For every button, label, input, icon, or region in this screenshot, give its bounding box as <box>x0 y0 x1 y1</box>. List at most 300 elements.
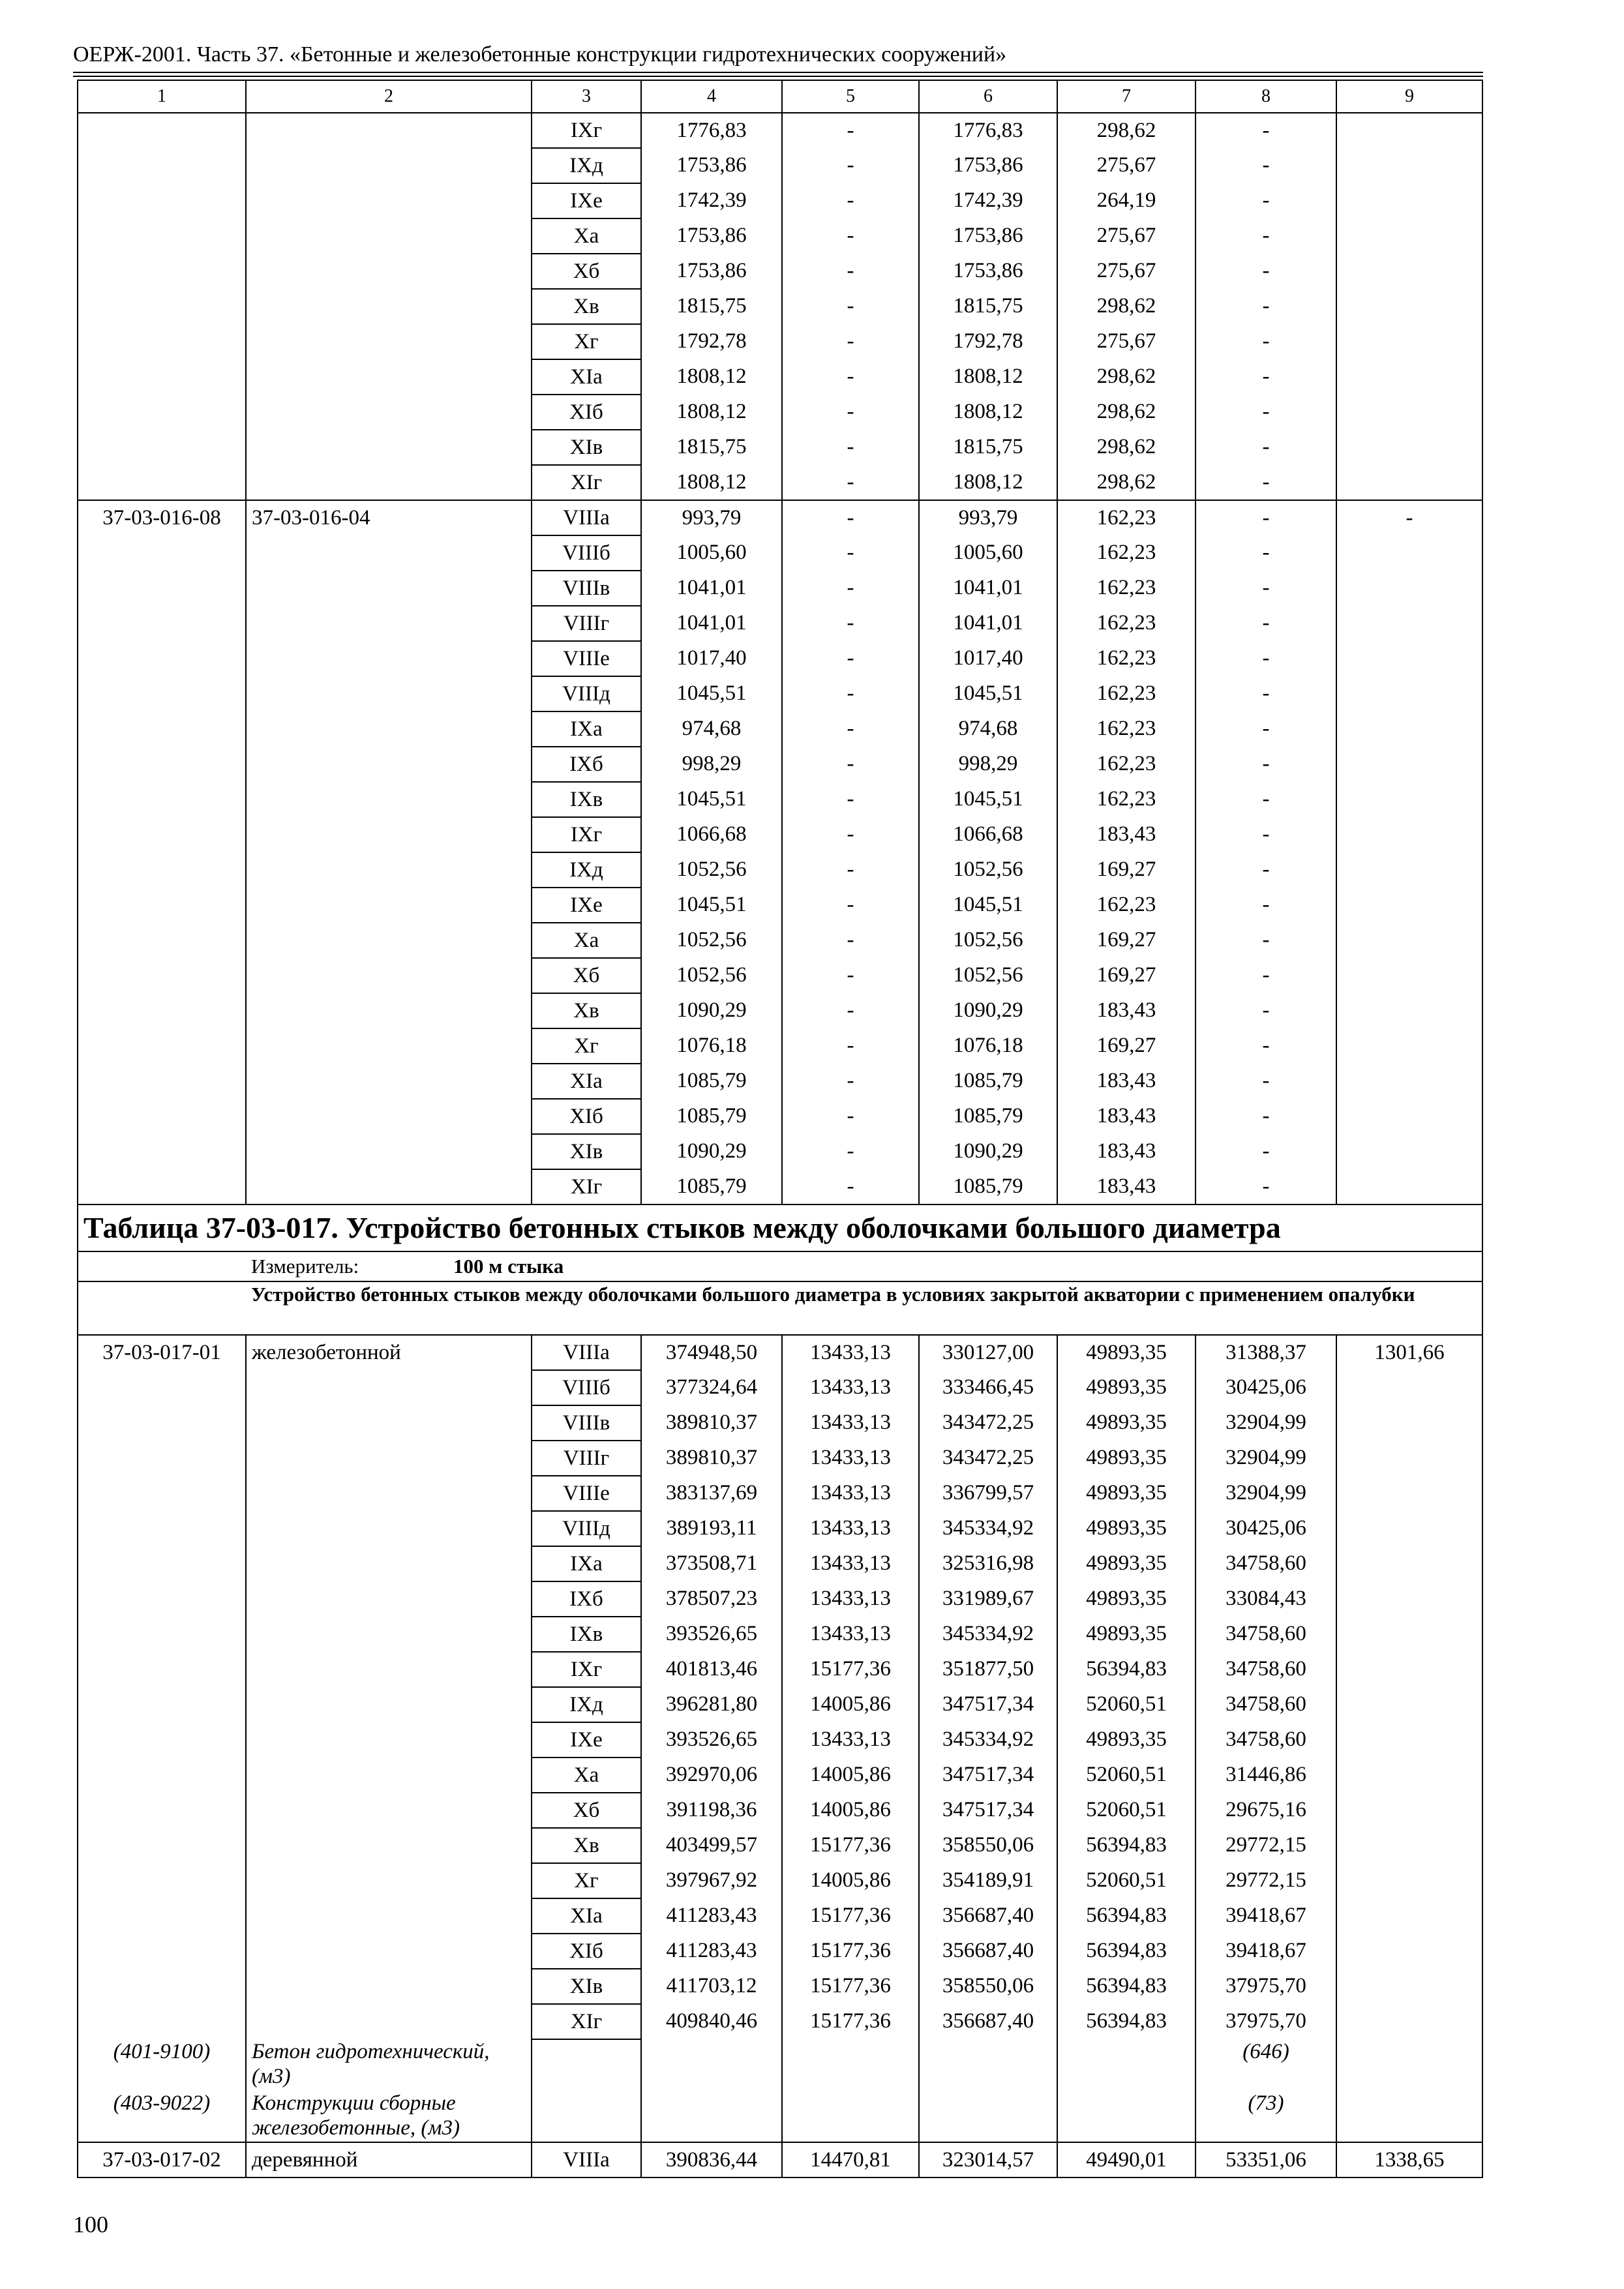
measure-label: Измеритель: <box>251 1255 359 1278</box>
materials-cell: - <box>1195 395 1336 430</box>
operator-wages-cell: 162,23 <box>1057 641 1195 676</box>
machines-cell: 356687,40 <box>919 1898 1057 1934</box>
code-cell <box>78 1687 246 1722</box>
total-cost-cell: 1085,79 <box>641 1169 782 1204</box>
total-cost-cell: 1753,86 <box>641 218 782 254</box>
operator-wages-cell: 49893,35 <box>1057 1511 1195 1546</box>
operator-wages-cell: 162,23 <box>1057 535 1195 571</box>
total-cost-cell: 1808,12 <box>641 465 782 500</box>
total-cost-cell: 390836,44 <box>641 2142 782 2177</box>
machines-cell: 358550,06 <box>919 1969 1057 2004</box>
name-cell <box>246 1758 532 1793</box>
total-cost-cell: 373508,71 <box>641 1546 782 1581</box>
wages-cell: - <box>782 218 919 254</box>
wages-cell: 13433,13 <box>782 1722 919 1758</box>
operator-wages-cell: 298,62 <box>1057 289 1195 324</box>
table-row <box>78 1828 1482 1863</box>
materials-cell: - <box>1195 430 1336 465</box>
total-cost-cell: 1753,86 <box>641 254 782 289</box>
machines-cell: 1017,40 <box>919 641 1057 676</box>
zone-cell: Xа <box>532 1758 641 1793</box>
wages-cell: - <box>782 817 919 852</box>
total-cost-cell: 1753,86 <box>641 148 782 183</box>
total-cost-cell: 393526,65 <box>641 1722 782 1758</box>
table-row <box>78 1898 1482 1934</box>
operator-wages-cell: 49893,35 <box>1057 1405 1195 1441</box>
resource-code: (401-9100) <box>78 2039 246 2091</box>
zone-cell: XIв <box>532 1134 641 1169</box>
code-cell <box>78 113 246 500</box>
total-cost-cell: 397967,92 <box>641 1863 782 1898</box>
zone-cell: IXг <box>532 817 641 852</box>
name-cell <box>246 1969 532 2004</box>
zone-cell: Xа <box>532 218 641 254</box>
blank-cell <box>641 2091 782 2142</box>
operator-wages-cell: 162,23 <box>1057 571 1195 606</box>
table-row <box>78 1863 1482 1898</box>
total-cost-cell: 1017,40 <box>641 641 782 676</box>
wages-cell: 13433,13 <box>782 1335 919 1370</box>
code-cell <box>78 1546 246 1581</box>
zone-cell: XIг <box>532 2004 641 2039</box>
materials-cell: 34758,60 <box>1195 1687 1336 1722</box>
zone-cell: IXг <box>532 1652 641 1687</box>
zone-cell: XIа <box>532 1898 641 1934</box>
wages-cell: - <box>782 1169 919 1204</box>
table-row <box>78 1793 1482 1828</box>
zone-cell: IXг <box>532 113 641 148</box>
operator-wages-cell: 169,27 <box>1057 852 1195 888</box>
operator-wages-cell: 183,43 <box>1057 817 1195 852</box>
materials-cell: 37975,70 <box>1195 2004 1336 2039</box>
table-row <box>78 1441 1482 1476</box>
wages-cell: - <box>782 430 919 465</box>
materials-cell: - <box>1195 148 1336 183</box>
machines-cell: 343472,25 <box>919 1405 1057 1441</box>
materials-cell: - <box>1195 958 1336 993</box>
name-cell: 37-03-016-04 <box>246 500 532 1204</box>
wages-cell: 13433,13 <box>782 1441 919 1476</box>
code-cell <box>78 1581 246 1617</box>
name-cell <box>246 1687 532 1722</box>
total-cost-cell: 1808,12 <box>641 395 782 430</box>
materials-cell: 30425,06 <box>1195 1511 1336 1546</box>
materials-cell: 39418,67 <box>1195 1934 1336 1969</box>
operator-wages-cell: 56394,83 <box>1057 1828 1195 1863</box>
zone-cell: Xг <box>532 1028 641 1064</box>
blank-cell <box>1057 2039 1195 2091</box>
operator-wages-cell: 52060,51 <box>1057 1863 1195 1898</box>
machines-cell: 1753,86 <box>919 254 1057 289</box>
wages-cell: - <box>782 1134 919 1169</box>
wages-cell: 15177,36 <box>782 1969 919 2004</box>
zone-cell: VIIIд <box>532 1511 641 1546</box>
machines-cell: 1085,79 <box>919 1169 1057 1204</box>
operator-wages-cell: 275,67 <box>1057 218 1195 254</box>
column-number: 6 <box>919 80 1057 113</box>
total-cost-cell: 1085,79 <box>641 1064 782 1099</box>
operator-wages-cell: 298,62 <box>1057 359 1195 395</box>
table-row <box>78 1934 1482 1969</box>
wages-cell: - <box>782 1099 919 1134</box>
total-cost-cell: 391198,36 <box>641 1793 782 1828</box>
column-number-row <box>78 80 1482 113</box>
total-cost-cell: 1808,12 <box>641 359 782 395</box>
machines-cell: 1090,29 <box>919 1134 1057 1169</box>
wages-cell: 15177,36 <box>782 1898 919 1934</box>
operator-wages-cell: 298,62 <box>1057 395 1195 430</box>
wages-cell: - <box>782 852 919 888</box>
wages-cell: - <box>782 148 919 183</box>
materials-cell: 32904,99 <box>1195 1405 1336 1441</box>
total-cost-cell: 998,29 <box>641 747 782 782</box>
code-cell <box>78 1758 246 1793</box>
total-cost-cell: 1041,01 <box>641 571 782 606</box>
operator-wages-cell: 49893,35 <box>1057 1617 1195 1652</box>
zone-cell: Xв <box>532 1828 641 1863</box>
materials-cell: - <box>1195 993 1336 1028</box>
machines-cell: 1792,78 <box>919 324 1057 359</box>
total-cost-cell: 403499,57 <box>641 1828 782 1863</box>
machines-cell: 323014,57 <box>919 2142 1057 2177</box>
materials-cell: 31388,37 <box>1195 1335 1336 1370</box>
table-row <box>78 1476 1482 1511</box>
operator-wages-cell: 183,43 <box>1057 1134 1195 1169</box>
zone-cell: Xб <box>532 1793 641 1828</box>
wages-cell: - <box>782 606 919 641</box>
column-number: 8 <box>1195 80 1336 113</box>
blank-cell <box>641 2039 782 2091</box>
page-number: 100 <box>73 2211 108 2237</box>
total-cost-cell: 401813,46 <box>641 1652 782 1687</box>
machines-cell: 331989,67 <box>919 1581 1057 1617</box>
machines-cell: 1045,51 <box>919 676 1057 711</box>
materials-cell: 29772,15 <box>1195 1828 1336 1863</box>
machines-cell: 1045,51 <box>919 782 1057 817</box>
materials-cell: 34758,60 <box>1195 1722 1336 1758</box>
operator-wages-cell: 56394,83 <box>1057 1969 1195 2004</box>
operator-wages-cell: 49893,35 <box>1057 1370 1195 1405</box>
table-title-row <box>78 1204 1482 1251</box>
materials-cell: - <box>1195 641 1336 676</box>
materials-cell: 34758,60 <box>1195 1546 1336 1581</box>
column-number: 4 <box>641 80 782 113</box>
name-cell <box>246 1617 532 1652</box>
machines-cell: 343472,25 <box>919 1441 1057 1476</box>
name-cell <box>246 1581 532 1617</box>
wages-cell: - <box>782 993 919 1028</box>
name-cell <box>246 1511 532 1546</box>
zone-cell: VIIIа <box>532 1335 641 1370</box>
blank-cell <box>1057 2091 1195 2142</box>
operator-wages-cell: 162,23 <box>1057 500 1195 535</box>
blank-cell <box>78 1251 246 1281</box>
total-cost-cell: 383137,69 <box>641 1476 782 1511</box>
machines-cell: 1066,68 <box>919 817 1057 852</box>
machines-cell: 358550,06 <box>919 1828 1057 1863</box>
name-cell <box>246 1652 532 1687</box>
code-cell <box>78 1793 246 1828</box>
table-row <box>78 1335 1482 1370</box>
code-cell: 37-03-017-01 <box>78 1335 246 1370</box>
operator-wages-cell: 275,67 <box>1057 254 1195 289</box>
total-cost-cell: 393526,65 <box>641 1617 782 1652</box>
table-row <box>78 1969 1482 2004</box>
materials-cell: - <box>1195 571 1336 606</box>
running-header: ОЕРЖ-2001. Часть 37. «Бетонные и железобетонные конструкции гидротехнических сооружений» <box>73 42 1007 67</box>
zone-cell: VIIIа <box>532 500 641 535</box>
wages-cell: - <box>782 747 919 782</box>
equipment-cell <box>1336 113 1482 500</box>
total-cost-cell: 389810,37 <box>641 1405 782 1441</box>
operator-wages-cell: 183,43 <box>1057 1099 1195 1134</box>
blank-cell <box>532 2091 641 2142</box>
column-number: 1 <box>78 80 246 113</box>
materials-cell: - <box>1195 1064 1336 1099</box>
zone-cell: Xв <box>532 993 641 1028</box>
machines-cell: 974,68 <box>919 711 1057 747</box>
total-cost-cell: 409840,46 <box>641 2004 782 2039</box>
zone-cell: VIIIе <box>532 1476 641 1511</box>
wages-cell: - <box>782 1028 919 1064</box>
table-row <box>78 1370 1482 1405</box>
machines-cell: 1052,56 <box>919 923 1057 958</box>
code-cell <box>78 1863 246 1898</box>
operator-wages-cell: 49893,35 <box>1057 1335 1195 1370</box>
operator-wages-cell: 52060,51 <box>1057 1687 1195 1722</box>
header-rule <box>73 72 1483 73</box>
operator-wages-cell: 49490,01 <box>1057 2142 1195 2177</box>
table-row <box>78 113 1482 148</box>
blank-cell <box>782 2091 919 2142</box>
code-cell <box>78 2004 246 2039</box>
total-cost-cell: 974,68 <box>641 711 782 747</box>
total-cost-cell: 993,79 <box>641 500 782 535</box>
section-description-row <box>78 1281 1482 1335</box>
materials-cell: 34758,60 <box>1195 1652 1336 1687</box>
total-cost-cell: 1815,75 <box>641 430 782 465</box>
materials-cell: - <box>1195 289 1336 324</box>
zone-cell: IXб <box>532 1581 641 1617</box>
machines-cell: 333466,45 <box>919 1370 1057 1405</box>
machines-cell: 1005,60 <box>919 535 1057 571</box>
zone-cell: IXа <box>532 1546 641 1581</box>
machines-cell: 1085,79 <box>919 1064 1057 1099</box>
code-cell <box>78 1617 246 1652</box>
total-cost-cell: 411283,43 <box>641 1898 782 1934</box>
resource-note-row <box>78 2039 1482 2091</box>
operator-wages-cell: 162,23 <box>1057 606 1195 641</box>
name-cell <box>246 1441 532 1476</box>
total-cost-cell: 374948,50 <box>641 1335 782 1370</box>
machines-cell: 351877,50 <box>919 1652 1057 1687</box>
materials-cell: - <box>1195 500 1336 535</box>
zone-cell: IXд <box>532 148 641 183</box>
total-cost-cell: 1045,51 <box>641 888 782 923</box>
materials-cell: - <box>1195 1099 1336 1134</box>
table-title: Таблица 37-03-017. Устройство бетонных стыков между оболочками большого диаметра <box>78 1204 1482 1251</box>
total-cost-cell: 377324,64 <box>641 1370 782 1405</box>
machines-cell: 1753,86 <box>919 148 1057 183</box>
name-cell <box>246 2004 532 2039</box>
materials-cell: - <box>1195 606 1336 641</box>
materials-cell: 34758,60 <box>1195 1617 1336 1652</box>
zone-cell: Xв <box>532 289 641 324</box>
zone-cell: VIIIб <box>532 1370 641 1405</box>
code-cell: 37-03-017-02 <box>78 2142 246 2177</box>
operator-wages-cell: 56394,83 <box>1057 2004 1195 2039</box>
zone-cell: Xб <box>532 958 641 993</box>
machines-cell: 1052,56 <box>919 852 1057 888</box>
wages-cell: - <box>782 500 919 535</box>
name-cell <box>246 1476 532 1511</box>
resource-note-row <box>78 2091 1482 2142</box>
operator-wages-cell: 49893,35 <box>1057 1476 1195 1511</box>
blank-cell <box>782 2039 919 2091</box>
code-cell <box>78 1405 246 1441</box>
materials-cell: - <box>1195 711 1336 747</box>
column-number: 7 <box>1057 80 1195 113</box>
operator-wages-cell: 49893,35 <box>1057 1546 1195 1581</box>
operator-wages-cell: 169,27 <box>1057 923 1195 958</box>
machines-cell: 1776,83 <box>919 113 1057 148</box>
wages-cell: - <box>782 113 919 148</box>
machines-cell: 356687,40 <box>919 1934 1057 1969</box>
machines-cell: 1742,39 <box>919 183 1057 218</box>
wages-cell: 15177,36 <box>782 1828 919 1863</box>
wages-cell: - <box>782 395 919 430</box>
table-row <box>78 1652 1482 1687</box>
total-cost-cell: 1052,56 <box>641 852 782 888</box>
wages-cell: 14005,86 <box>782 1758 919 1793</box>
operator-wages-cell: 183,43 <box>1057 993 1195 1028</box>
total-cost-cell: 1066,68 <box>641 817 782 852</box>
name-cell <box>246 1898 532 1934</box>
machines-cell: 1052,56 <box>919 958 1057 993</box>
total-cost-cell: 389193,11 <box>641 1511 782 1546</box>
zone-cell: XIб <box>532 1934 641 1969</box>
wages-cell: 13433,13 <box>782 1546 919 1581</box>
materials-cell: 31446,86 <box>1195 1758 1336 1793</box>
zone-cell: VIIIд <box>532 676 641 711</box>
machines-cell: 1808,12 <box>919 465 1057 500</box>
total-cost-cell: 1085,79 <box>641 1099 782 1134</box>
materials-cell: - <box>1195 1169 1336 1204</box>
zone-cell: VIIIе <box>532 641 641 676</box>
name-cell: железобетонной <box>246 1335 532 1370</box>
materials-cell: 29675,16 <box>1195 1793 1336 1828</box>
machines-cell: 1076,18 <box>919 1028 1057 1064</box>
equipment-cell: 1301,66 <box>1336 1335 1482 2142</box>
materials-cell: - <box>1195 817 1336 852</box>
zone-cell: XIв <box>532 430 641 465</box>
operator-wages-cell: 275,67 <box>1057 148 1195 183</box>
code-cell: 37-03-016-08 <box>78 500 246 1204</box>
zone-cell: VIIIа <box>532 2142 641 2177</box>
zone-cell: VIIIб <box>532 535 641 571</box>
wages-cell: 13433,13 <box>782 1476 919 1511</box>
total-cost-cell: 411283,43 <box>641 1934 782 1969</box>
materials-cell: 32904,99 <box>1195 1476 1336 1511</box>
machines-cell: 345334,92 <box>919 1722 1057 1758</box>
resource-code: (403-9022) <box>78 2091 246 2142</box>
column-number: 3 <box>532 80 641 113</box>
operator-wages-cell: 298,62 <box>1057 430 1195 465</box>
machines-cell: 1085,79 <box>919 1099 1057 1134</box>
table-row <box>78 2142 1482 2177</box>
zone-cell: IXб <box>532 747 641 782</box>
machines-cell: 330127,00 <box>919 1335 1057 1370</box>
zone-cell: Xг <box>532 1863 641 1898</box>
table-row <box>78 1581 1482 1617</box>
table-row <box>78 1758 1482 1793</box>
operator-wages-cell: 183,43 <box>1057 1169 1195 1204</box>
materials-cell: - <box>1195 1134 1336 1169</box>
machines-cell: 998,29 <box>919 747 1057 782</box>
zone-cell: IXв <box>532 782 641 817</box>
machines-cell: 1815,75 <box>919 430 1057 465</box>
wages-cell: 13433,13 <box>782 1370 919 1405</box>
zone-cell: IXд <box>532 852 641 888</box>
blank-cell <box>919 2039 1057 2091</box>
operator-wages-cell: 52060,51 <box>1057 1758 1195 1793</box>
zone-cell: IXе <box>532 888 641 923</box>
zone-cell: IXв <box>532 1617 641 1652</box>
materials-cell: - <box>1195 113 1336 148</box>
machines-cell: 325316,98 <box>919 1546 1057 1581</box>
total-cost-cell: 411703,12 <box>641 1969 782 2004</box>
wages-cell: - <box>782 1064 919 1099</box>
total-cost-cell: 1052,56 <box>641 958 782 993</box>
code-cell <box>78 1969 246 2004</box>
code-cell <box>78 1441 246 1476</box>
total-cost-cell: 1045,51 <box>641 676 782 711</box>
total-cost-cell: 1005,60 <box>641 535 782 571</box>
zone-cell: VIIIв <box>532 571 641 606</box>
zone-cell: Xа <box>532 923 641 958</box>
zone-cell: XIв <box>532 1969 641 2004</box>
total-cost-cell: 389810,37 <box>641 1441 782 1476</box>
materials-cell: - <box>1195 359 1336 395</box>
wages-cell: 14005,86 <box>782 1863 919 1898</box>
operator-wages-cell: 52060,51 <box>1057 1793 1195 1828</box>
materials-cell: - <box>1195 923 1336 958</box>
wages-cell: - <box>782 923 919 958</box>
total-cost-cell: 396281,80 <box>641 1687 782 1722</box>
table-row <box>78 1546 1482 1581</box>
code-cell <box>78 1511 246 1546</box>
code-cell <box>78 1898 246 1934</box>
materials-cell: 37975,70 <box>1195 1969 1336 2004</box>
code-cell <box>78 1828 246 1863</box>
operator-wages-cell: 49893,35 <box>1057 1441 1195 1476</box>
machines-cell: 993,79 <box>919 500 1057 535</box>
machines-cell: 1041,01 <box>919 606 1057 641</box>
operator-wages-cell: 169,27 <box>1057 958 1195 993</box>
zone-cell: XIа <box>532 1064 641 1099</box>
materials-cell: - <box>1195 1028 1336 1064</box>
total-cost-cell: 1090,29 <box>641 1134 782 1169</box>
machines-cell: 336799,57 <box>919 1476 1057 1511</box>
zone-cell: XIб <box>532 395 641 430</box>
operator-wages-cell: 264,19 <box>1057 183 1195 218</box>
materials-cell: - <box>1195 218 1336 254</box>
name-cell <box>246 1828 532 1863</box>
table-row <box>78 1722 1482 1758</box>
machines-cell: 347517,34 <box>919 1793 1057 1828</box>
zone-cell: XIг <box>532 1169 641 1204</box>
total-cost-cell: 1792,78 <box>641 324 782 359</box>
